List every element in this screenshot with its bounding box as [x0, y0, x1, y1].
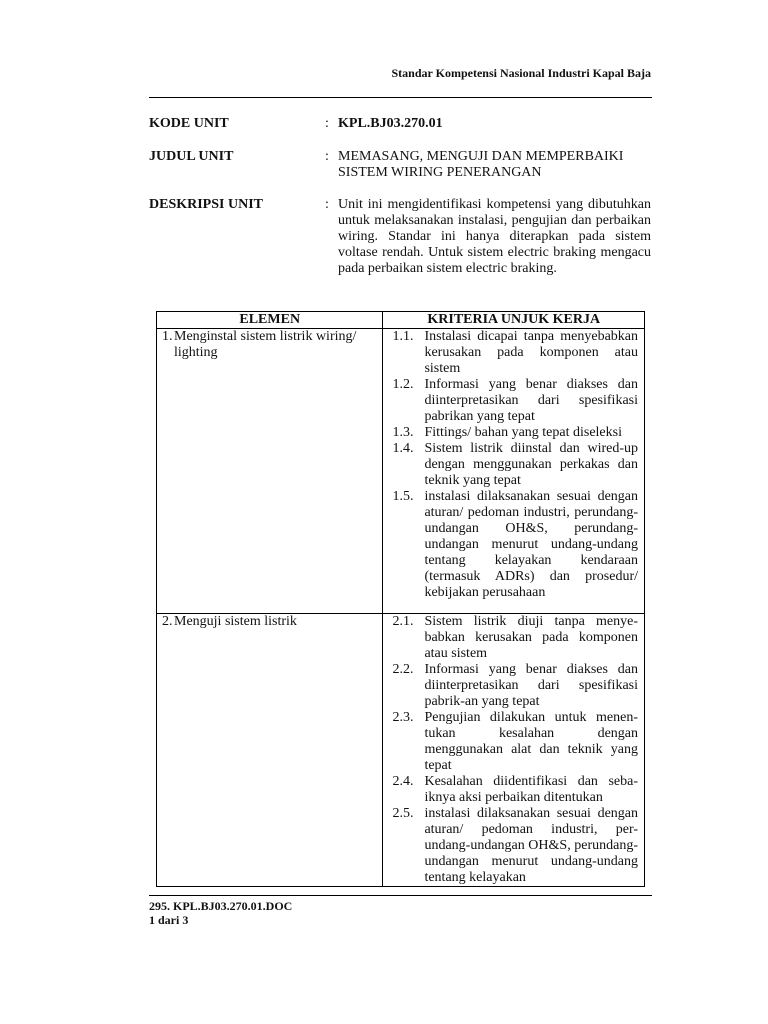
criteria-item — [392, 441, 638, 489]
judul-unit-value: MEMASANG, MENGUJI DAN MEMPERBAIKI SISTEM WIRING PENERANGAN — [338, 149, 624, 180]
table-header-row — [157, 312, 645, 329]
document-footer — [149, 899, 292, 927]
element-text: Menginstal sistem listrik wiring/ lighting — [174, 329, 357, 360]
element-cell — [157, 614, 383, 887]
criteria-item — [392, 425, 638, 441]
footer-doc-name: 295. KPL.BJ03.270.01.DOC — [149, 899, 293, 913]
criteria-item — [392, 710, 638, 774]
deskripsi-unit-label: DESKRIPSI UNIT — [149, 197, 263, 212]
criteria-text: Kesalahan diidentifikasi dan seba-iknya aksi perbaikan ditentukan — [424, 774, 638, 805]
footer-page-number: 1 dari 3 — [149, 913, 189, 927]
criteria-text: Informasi yang benar diakses dan diinterpretasikan dari spesifikasi pabrikan yang tepat — [424, 377, 638, 424]
judul-unit-colon: : — [325, 149, 329, 164]
element-number: 1. — [162, 329, 173, 344]
element-number: 2. — [162, 614, 173, 629]
criteria-number: 1.1. — [392, 329, 414, 344]
criteria-cell — [383, 614, 645, 887]
criteria-number: 2.1. — [392, 614, 414, 629]
criteria-number: 2.4. — [392, 774, 414, 789]
criteria-item — [392, 614, 638, 662]
deskripsi-unit-colon: : — [325, 197, 329, 212]
header-elemen: ELEMEN — [157, 312, 383, 329]
criteria-number: 1.4. — [392, 441, 414, 456]
document-header-title: Standar Kompetensi Nasional Industri Kapal Baja — [391, 66, 651, 80]
criteria-item — [392, 806, 638, 886]
criteria-item — [392, 489, 638, 601]
table-row — [157, 614, 645, 887]
criteria-text: Pengujian dilakukan untuk menen-tukan kesalahan dengan menggunakan alat dan teknik yang tepat — [424, 710, 638, 773]
criteria-text: Informasi yang benar diakses dan diinterpretasikan dari spesifikasi pabrik-an yang tepat — [424, 662, 638, 709]
criteria-item — [392, 662, 638, 710]
criteria-number: 1.2. — [392, 377, 414, 392]
element-cell — [157, 329, 383, 614]
kode-unit-label: KODE UNIT — [149, 116, 229, 131]
criteria-text: Fittings/ bahan yang tepat diseleksi — [424, 425, 622, 440]
criteria-text: Instalasi dicapai tanpa menyebabkan kerusakan pada komponen atau sistem — [424, 329, 638, 376]
criteria-text: instalasi dilaksanakan sesuai dengan aturan/ pedoman industri, per-undang-undangan OH&S, perundang-undangan menurut undang-undang tentang kelayakan — [424, 806, 638, 885]
kode-unit-colon: : — [325, 116, 329, 131]
header-kriteria: KRITERIA UNJUK KERJA — [383, 312, 645, 329]
criteria-number: 2.5. — [392, 806, 414, 821]
criteria-item — [392, 774, 638, 806]
criteria-item — [392, 329, 638, 377]
table-row — [157, 329, 645, 614]
element-text: Menguji sistem listrik — [174, 614, 297, 629]
criteria-number: 2.2. — [392, 662, 414, 677]
competency-table — [156, 311, 645, 887]
criteria-text: instalasi dilaksanakan sesuai dengan aturan/ pedoman industri, perundang-undangan OH&S, perundang-undangan menurut undang-undang tentang kelayakan kendaraan (termasuk ADRs) dan prosedur/ kebijakan perusahaan — [424, 489, 638, 600]
criteria-number: 1.5. — [392, 489, 414, 504]
header-divider — [149, 97, 652, 98]
deskripsi-unit-value: Unit ini mengidentifikasi kompetensi yang dibutuhkan untuk melaksanakan instalasi, pengujian dan perbaikan wiring. Standar ini hanya diterapkan pada sistem voltase rendah. Untuk sistem electric braking mengacu pada perbaikan sistem electric braking. — [338, 197, 651, 276]
criteria-item — [392, 377, 638, 425]
criteria-cell — [383, 329, 645, 614]
judul-unit-label: JUDUL UNIT — [149, 149, 234, 164]
criteria-text: Sistem listrik diuji tanpa menye-babkan kerusakan pada komponen atau sistem — [424, 614, 638, 661]
criteria-number: 1.3. — [392, 425, 414, 440]
criteria-text: Sistem listrik diinstal dan wired-up dengan menggunakan perkakas dan teknik yang tepat — [424, 441, 638, 488]
criteria-number: 2.3. — [392, 710, 414, 725]
footer-divider — [149, 895, 652, 896]
kode-unit-value: KPL.BJ03.270.01 — [338, 116, 443, 131]
